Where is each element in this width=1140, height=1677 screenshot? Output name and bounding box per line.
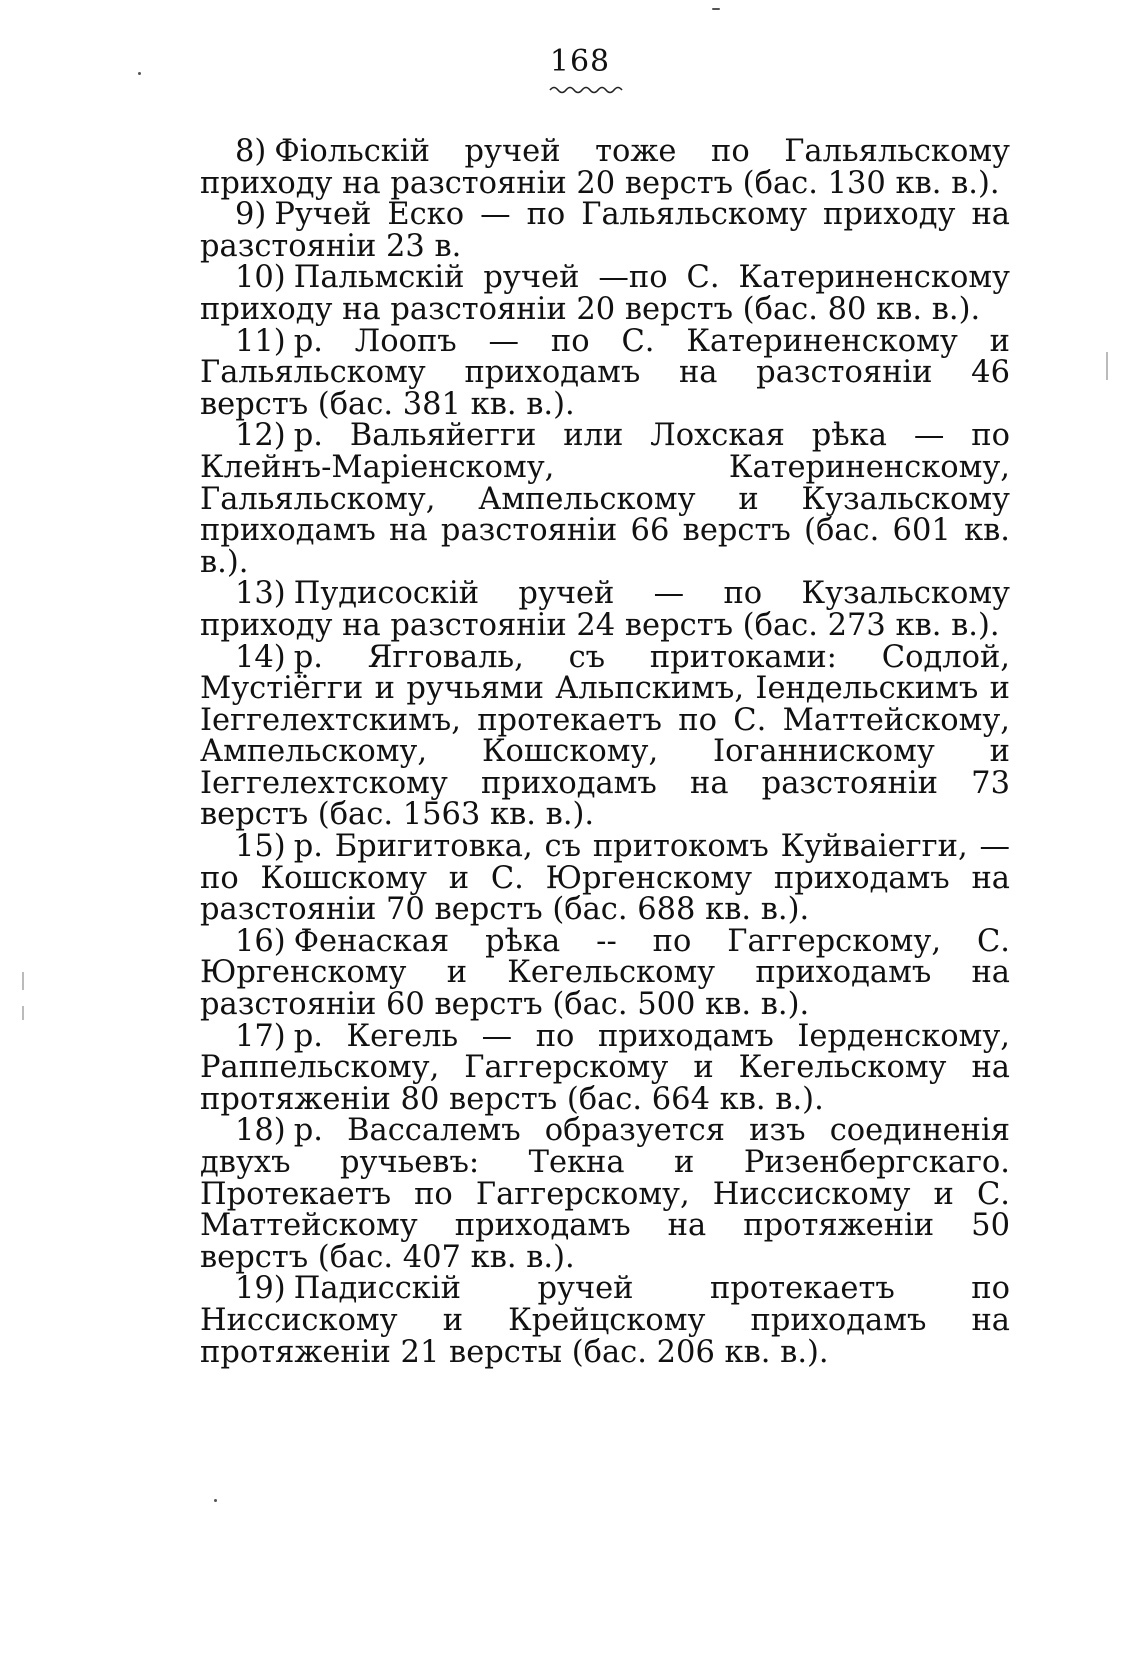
- entry-number: 12): [235, 418, 286, 454]
- list-item: [200, 420, 1010, 578]
- entry-number: 13): [235, 576, 286, 612]
- entry-text: р. Кегель — по приходамъ Іерденскому, Раппельскому, Гаггерскому и Кегельскому на протяженіи 80 верстъ (бас. 664 кв. в.).: [200, 1018, 1010, 1117]
- entry-text: Фенаская рѣка -- по Гаггерскому, С. Юргенскому и Кегельскому приходамъ на разстояніи 60 верстъ (бас. 500 кв. в.).: [200, 923, 1010, 1023]
- list-item: [200, 1273, 1010, 1368]
- list-item: [200, 923, 1010, 1023]
- list-item: [200, 136, 1010, 199]
- list-item: [200, 831, 1010, 926]
- entry-number: 10): [235, 260, 286, 296]
- entry-text: Фіольскій ручей тоже по Гальяльскому приходу на разстояніи 20 верстъ (бас. 130 кв. в.).: [200, 134, 1010, 201]
- entry-number: 11): [235, 323, 286, 359]
- entry-number: 19): [235, 1271, 286, 1307]
- list-item: [200, 262, 1010, 325]
- entry-number: 8): [235, 134, 267, 169]
- entry-text: Пальмскій ручей —по С. Катериненскому приходу на разстояніи 20 верстъ (бас. 80 кв. в.).: [200, 260, 1010, 327]
- list-item: [200, 323, 1010, 422]
- scan-edge-mark: [22, 1006, 24, 1020]
- list-item: [200, 639, 1010, 833]
- list-item: [200, 199, 1010, 262]
- entry-text: р. Вальяйегги или Лохская рѣка — по Клейнъ-Маріенскому, Катериненскому, Гальяльскому, Ампельскому и Кузальскому приходамъ на разстояніи 66 верстъ (бас. 601 кв. в.).: [200, 418, 1010, 580]
- wavy-underline-ornament: [548, 84, 624, 96]
- entry-text: Ручей Еско — по Гальяльскому приходу на разстояніи 23 в.: [200, 197, 1010, 264]
- entry-text: р. Ягговаль, съ притоками: Содлой, Мустіёгги и ручьями Альпскимъ, Іендельскимъ и Іеггелехтскимъ, протекаетъ по С. Маттейскому, Ампельскому, Кошскому, Іоганнискому и Іеггелехтскому приходамъ на разстояніи 73 верстъ (бас. 1563 кв. в.).: [200, 639, 1010, 833]
- entry-text: р. Бригитовка, съ притокомъ Куйваіегги, — по Кошскому и С. Юргенскому приходамъ на разстояніи 70 верстъ (бас. 688 кв. в.).: [200, 829, 1010, 928]
- list-item: [200, 1018, 1010, 1117]
- page-number: 168: [549, 44, 611, 79]
- entry-number: 18): [235, 1113, 286, 1149]
- entry-number: 17): [235, 1018, 286, 1054]
- entry-number: 14): [235, 639, 286, 675]
- list-item: [200, 1115, 1010, 1273]
- scan-speck: [214, 1499, 217, 1502]
- entry-number: 15): [235, 829, 286, 865]
- scan-speck: [712, 8, 720, 10]
- entry-text: Пудисоскій ручей — по Кузальскому приходу на разстояніи 24 верстъ (бас. 273 кв. в.).: [200, 576, 1010, 643]
- text-body: [200, 136, 1010, 1368]
- scan-edge-mark: [1106, 352, 1108, 380]
- scan-edge-mark: [22, 972, 24, 990]
- entry-text: Падисскій ручей протекаетъ по Ниссискому и Крейцскому приходамъ на протяженіи 21 версты (бас. 206 кв. в.).: [200, 1271, 1010, 1370]
- list-item: [200, 578, 1010, 641]
- scan-speck: [138, 72, 141, 75]
- entry-number: 16): [235, 923, 286, 959]
- entry-text: р. Лоопъ — по С. Катериненскому и Гальяльскому приходамъ на разстояніи 46 верстъ (бас. 381 кв. в.).: [200, 323, 1010, 422]
- entry-text: р. Вассалемъ образуется изъ соединенія двухъ ручьевъ: Текна и Ризенбергскаго. Протекаетъ по Гаггерскому, Ниссискому и С. Маттейскому приходамъ на протяженіи 50 верстъ (бас. 407 кв. в.).: [200, 1113, 1010, 1275]
- entry-number: 9): [235, 197, 267, 233]
